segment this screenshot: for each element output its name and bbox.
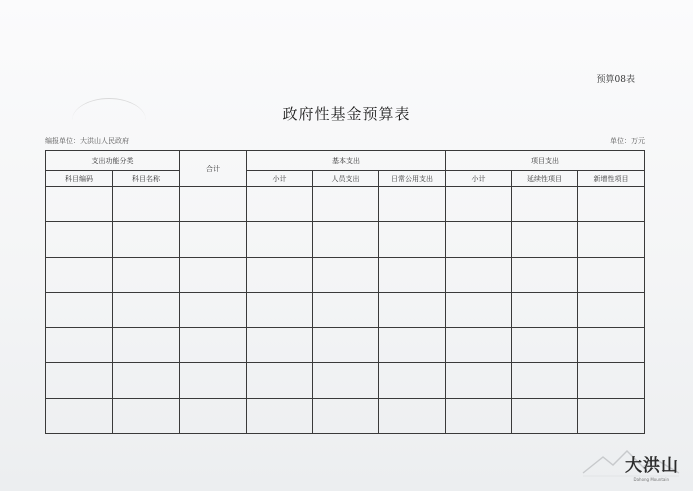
table-cell [379, 292, 446, 327]
table-cell [446, 292, 512, 327]
table-cell [180, 398, 247, 433]
table-cell [247, 398, 313, 433]
table-cell [578, 257, 645, 292]
table-cell [578, 222, 645, 257]
table-cell [313, 398, 379, 433]
table-cell [313, 222, 379, 257]
table-cell [113, 398, 180, 433]
header-basic-subtotal: 小计 [247, 171, 313, 187]
table-cell [46, 222, 113, 257]
budget-table [45, 150, 645, 434]
table-cell [379, 257, 446, 292]
table-cell [379, 398, 446, 433]
table-cell [247, 328, 313, 363]
table-cell [247, 187, 313, 222]
table-cell [113, 328, 180, 363]
table-cell [46, 328, 113, 363]
table-cell [512, 363, 578, 398]
logo-subtitle: Dahong Mountain [633, 477, 669, 482]
table-cell [247, 292, 313, 327]
table-cell [46, 257, 113, 292]
table-cell [113, 363, 180, 398]
header-row-2 [46, 171, 645, 187]
form-code: 预算08表 [596, 75, 635, 85]
table-cell [313, 257, 379, 292]
header-project: 项目支出 [446, 151, 645, 171]
table-cell [46, 363, 113, 398]
header-continuing: 延续性项目 [512, 171, 578, 187]
table-cell [446, 187, 512, 222]
table-cell [313, 292, 379, 327]
table-cell [578, 363, 645, 398]
table-cell [113, 257, 180, 292]
table-cell [446, 363, 512, 398]
header-public: 日常公用支出 [379, 171, 446, 187]
table-cell [180, 292, 247, 327]
table-cell [247, 363, 313, 398]
table-row [46, 292, 645, 327]
table-cell [113, 222, 180, 257]
header-code: 科目编码 [46, 171, 113, 187]
table-cell [512, 292, 578, 327]
table-cell [578, 328, 645, 363]
table-cell [512, 222, 578, 257]
table-cell [446, 222, 512, 257]
table-body [46, 187, 645, 434]
table-cell [313, 187, 379, 222]
table-row [46, 222, 645, 257]
table-cell [379, 363, 446, 398]
header-project-subtotal: 小计 [446, 171, 512, 187]
header-basic: 基本支出 [247, 151, 446, 171]
table-cell [180, 187, 247, 222]
header-personnel: 人员支出 [313, 171, 379, 187]
table-cell [247, 222, 313, 257]
table-row [46, 398, 645, 433]
table-cell [379, 328, 446, 363]
table-row [46, 257, 645, 292]
table-cell [578, 292, 645, 327]
table-cell [180, 363, 247, 398]
table-cell [512, 257, 578, 292]
header-row-1 [46, 151, 645, 171]
table-row [46, 328, 645, 363]
header-new: 新增性项目 [578, 171, 645, 187]
table-cell [313, 328, 379, 363]
table-cell [313, 363, 379, 398]
reporting-unit: 编报单位：大洪山人民政府 [45, 137, 129, 145]
table-cell [46, 398, 113, 433]
currency-unit: 单位：万元 [610, 137, 645, 145]
table-cell [379, 222, 446, 257]
table-cell [512, 398, 578, 433]
table-cell [446, 328, 512, 363]
table-cell [46, 187, 113, 222]
table-cell [180, 328, 247, 363]
table-cell [512, 328, 578, 363]
table-cell [46, 292, 113, 327]
table-cell [578, 187, 645, 222]
table-cell [247, 257, 313, 292]
table-row [46, 187, 645, 222]
table-cell [180, 222, 247, 257]
table-cell [379, 187, 446, 222]
header-total: 合计 [180, 151, 247, 187]
table-cell [180, 257, 247, 292]
table-cell [512, 187, 578, 222]
table-cell [578, 398, 645, 433]
page-title: 政府性基金预算表 [282, 105, 411, 123]
table-cell [113, 292, 180, 327]
table-cell [446, 257, 512, 292]
logo-name: 大洪山 [625, 456, 679, 476]
table-cell [446, 398, 512, 433]
header-func-class: 支出功能分类 [46, 151, 180, 171]
header-name: 科目名称 [113, 171, 180, 187]
table-row [46, 363, 645, 398]
table-cell [113, 187, 180, 222]
